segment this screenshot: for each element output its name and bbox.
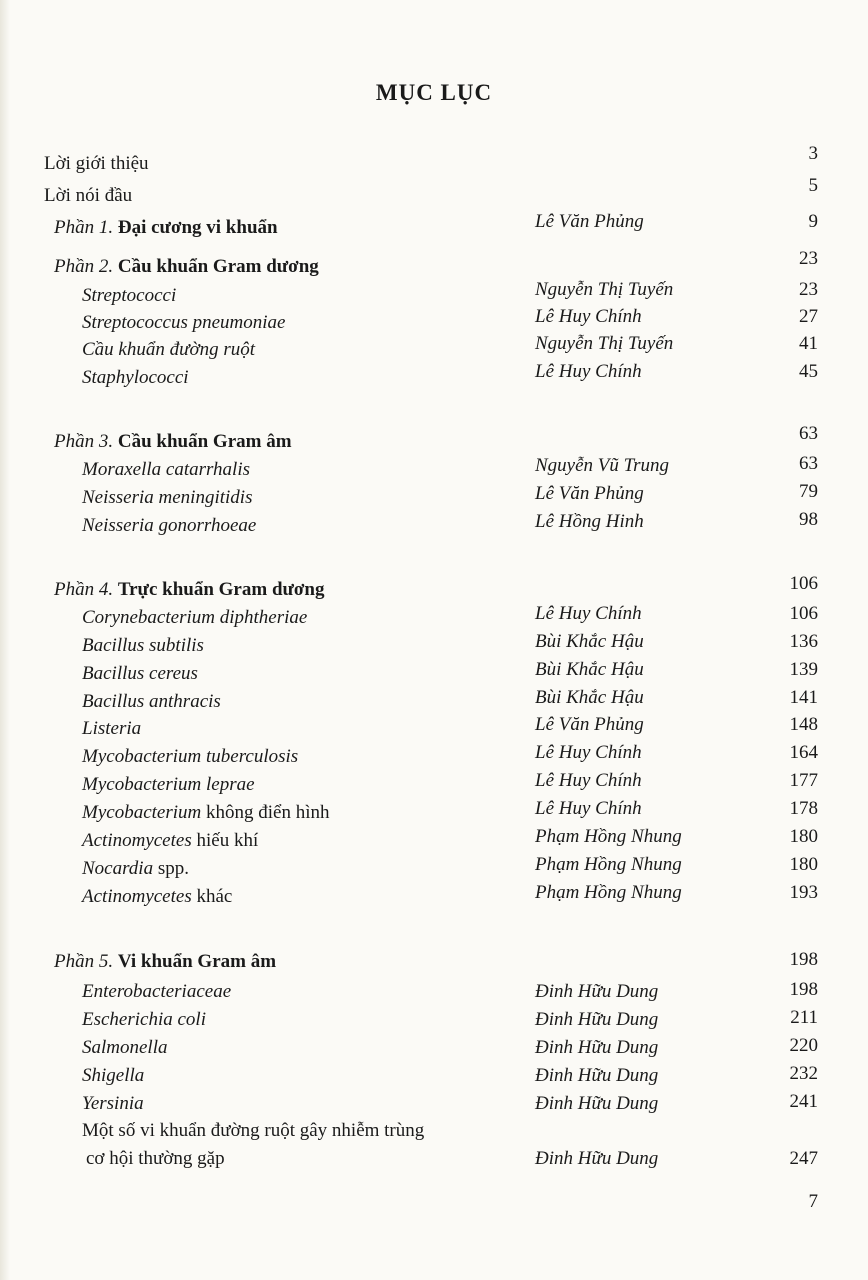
- entry-title: Staphylococci: [82, 367, 189, 388]
- entry-title: Escherichia coli: [82, 1009, 206, 1030]
- toc-entry: [0, 1090, 868, 1118]
- entry-page: 164: [789, 742, 818, 763]
- entry-page: 63: [799, 423, 818, 444]
- toc-entry: [0, 1117, 868, 1145]
- entry-author: Lê Huy Chính: [535, 306, 642, 327]
- entry-page: 232: [789, 1063, 818, 1084]
- entry-title: Streptococcus pneumoniae: [82, 312, 286, 333]
- entry-title: Bacillus anthracis: [82, 691, 221, 712]
- part-title: Trực khuẩn Gram dương: [117, 579, 325, 600]
- entry-title: Listeria: [82, 718, 142, 739]
- toc-entry: [0, 799, 868, 827]
- entry-author: Nguyễn Thị Tuyến: [535, 279, 674, 300]
- entry-page: 9: [808, 211, 818, 232]
- entry-author: Nguyễn Vũ Trung: [535, 455, 670, 476]
- entry-author: Phạm Hồng Nhung: [535, 882, 682, 903]
- entry-author: Phạm Hồng Nhung: [535, 826, 682, 847]
- entry-author: Lê Văn Phủng: [535, 714, 644, 735]
- toc-entry: [0, 978, 868, 1006]
- entry-author: Bùi Khắc Hậu: [535, 687, 644, 708]
- entry-page: 27: [799, 306, 818, 327]
- entry-page: 247: [789, 1148, 818, 1169]
- entry-title: Lời nói đầu: [44, 185, 133, 206]
- entry-author: Đinh Hữu Dung: [535, 1037, 659, 1058]
- entry-title-suffix: hiếu khí: [191, 830, 259, 851]
- entry-page: 198: [789, 949, 818, 970]
- entry-author: Lê Huy Chính: [535, 361, 642, 382]
- entry-page: 220: [789, 1035, 818, 1056]
- part-title: Cầu khuẩn Gram âm: [117, 431, 292, 452]
- toc-entry: [0, 743, 868, 771]
- entry-page: 139: [789, 659, 818, 680]
- toc-entry: [0, 632, 868, 660]
- part-label: Phần 4.: [54, 579, 114, 600]
- entry-page: 3: [808, 143, 818, 164]
- part-heading: [0, 211, 868, 242]
- entry-author: Bùi Khắc Hậu: [535, 631, 644, 652]
- part-label: Phần 2.: [54, 256, 114, 277]
- entry-author: Lê Huy Chính: [535, 798, 642, 819]
- entry-title: Neisseria meningitidis: [82, 487, 253, 508]
- toc-entry: [0, 715, 868, 743]
- toc-entry: [0, 604, 868, 632]
- entry-author: Đinh Hữu Dung: [535, 1065, 659, 1086]
- toc-entry: [0, 771, 868, 799]
- toc-entry: [0, 1006, 868, 1034]
- entry-author: Lê Văn Phủng: [535, 483, 644, 504]
- part-heading: [0, 248, 868, 281]
- part-title: Đại cương vi khuẩn: [117, 217, 278, 238]
- entry-author: Đinh Hữu Dung: [535, 1148, 659, 1169]
- toc-entry: [0, 306, 868, 337]
- toc-entry: [0, 855, 868, 883]
- toc-entry: [0, 333, 868, 364]
- entry-title: Corynebacterium diphtheriae: [82, 607, 308, 628]
- entry-author: Phạm Hồng Nhung: [535, 854, 682, 875]
- entry-title: Moraxella catarrhalis: [82, 459, 251, 480]
- entry-page: 141: [789, 687, 818, 708]
- entry-title: Cầu khuẩn đường ruột: [82, 339, 256, 360]
- entry-title: Mycobacterium leprae: [82, 774, 255, 795]
- entry-title-suffix: spp.: [153, 858, 189, 879]
- entry-page: 41: [799, 333, 818, 354]
- part-label: Phần 5.: [54, 951, 114, 972]
- entry-page: 180: [789, 826, 818, 847]
- entry-page: 106: [789, 573, 818, 594]
- part-heading: [0, 948, 868, 976]
- entry-page: 148: [789, 714, 818, 735]
- toc-entry: [0, 481, 868, 512]
- entry-author: Lê Hồng Hinh: [535, 511, 644, 532]
- toc-entry: [0, 279, 868, 310]
- entry-page: 180: [789, 854, 818, 875]
- entry-title-continued: cơ hội thường gặp: [86, 1148, 225, 1169]
- entry-title-suffix: không điển hình: [201, 802, 330, 823]
- entry-title: Actinomycetes: [82, 886, 192, 907]
- entry-title: Neisseria gonorrhoeae: [82, 515, 257, 536]
- toc-entry: [0, 143, 868, 178]
- toc-entry: [0, 509, 868, 540]
- entry-title: Mycobacterium tuberculosis: [82, 746, 299, 767]
- entry-title: Nocardia: [82, 858, 154, 879]
- part-title: Cầu khuẩn Gram dương: [117, 256, 319, 277]
- entry-page: 45: [799, 361, 818, 382]
- entry-author: Đinh Hữu Dung: [535, 1093, 659, 1114]
- entry-page: 211: [790, 1007, 818, 1028]
- part-title: Vi khuẩn Gram âm: [117, 951, 277, 972]
- entry-title: Một số vi khuẩn đường ruột gây nhiễm trùng: [82, 1120, 425, 1141]
- entry-author: Lê Huy Chính: [535, 742, 642, 763]
- entry-title: Enterobacteriaceae: [82, 981, 232, 1002]
- toc-entry: [0, 175, 868, 210]
- toc-entry: [0, 1145, 868, 1173]
- entry-author: Đinh Hữu Dung: [535, 981, 659, 1002]
- toc-entry: [0, 361, 868, 392]
- entry-page: 193: [789, 882, 818, 903]
- entry-page: 5: [808, 175, 818, 196]
- toc-entry: [0, 883, 868, 911]
- entry-page: 241: [789, 1091, 818, 1112]
- entry-title: Bacillus cereus: [82, 663, 198, 684]
- part-label: Phần 3.: [54, 431, 114, 452]
- entry-page: 98: [799, 509, 818, 530]
- toc-entry: [0, 1062, 868, 1090]
- page-title: MỤC LỤC: [375, 80, 493, 105]
- toc-entry: [0, 660, 868, 688]
- entry-page: 79: [799, 481, 818, 502]
- entry-author: Lê Huy Chính: [535, 770, 642, 791]
- entry-author: Lê Văn Phủng: [535, 211, 644, 232]
- entry-author: Lê Huy Chính: [535, 603, 642, 624]
- entry-author: Bùi Khắc Hậu: [535, 659, 644, 680]
- part-heading: [0, 423, 868, 456]
- toc-entry: [0, 827, 868, 855]
- entry-title-suffix: khác: [191, 886, 233, 907]
- toc-entry: [0, 453, 868, 484]
- entry-title: Streptococci: [82, 285, 177, 306]
- toc-entry: [0, 688, 868, 716]
- entry-page: 198: [789, 979, 818, 1000]
- part-heading: [0, 573, 868, 604]
- entry-page: 177: [789, 770, 818, 791]
- part-label: Phần 1.: [54, 217, 114, 238]
- entry-page: 63: [799, 453, 818, 474]
- entry-title: Actinomycetes: [82, 830, 192, 851]
- entry-page: 23: [799, 279, 818, 300]
- entry-title: Salmonella: [82, 1037, 168, 1058]
- page-number: 7: [808, 1191, 818, 1212]
- entry-title: Yersinia: [82, 1093, 144, 1114]
- entry-page: 106: [789, 603, 818, 624]
- entry-author: Đinh Hữu Dung: [535, 1009, 659, 1030]
- entry-title: Lời giới thiệu: [44, 153, 149, 174]
- entry-title: Bacillus subtilis: [82, 635, 204, 656]
- entry-page: 136: [789, 631, 818, 652]
- entry-page: 178: [789, 798, 818, 819]
- entry-title: Shigella: [82, 1065, 145, 1086]
- toc-entry: [0, 1034, 868, 1062]
- entry-title: Mycobacterium: [82, 802, 202, 823]
- entry-author: Nguyễn Thị Tuyến: [535, 333, 674, 354]
- entry-page: 23: [799, 248, 818, 269]
